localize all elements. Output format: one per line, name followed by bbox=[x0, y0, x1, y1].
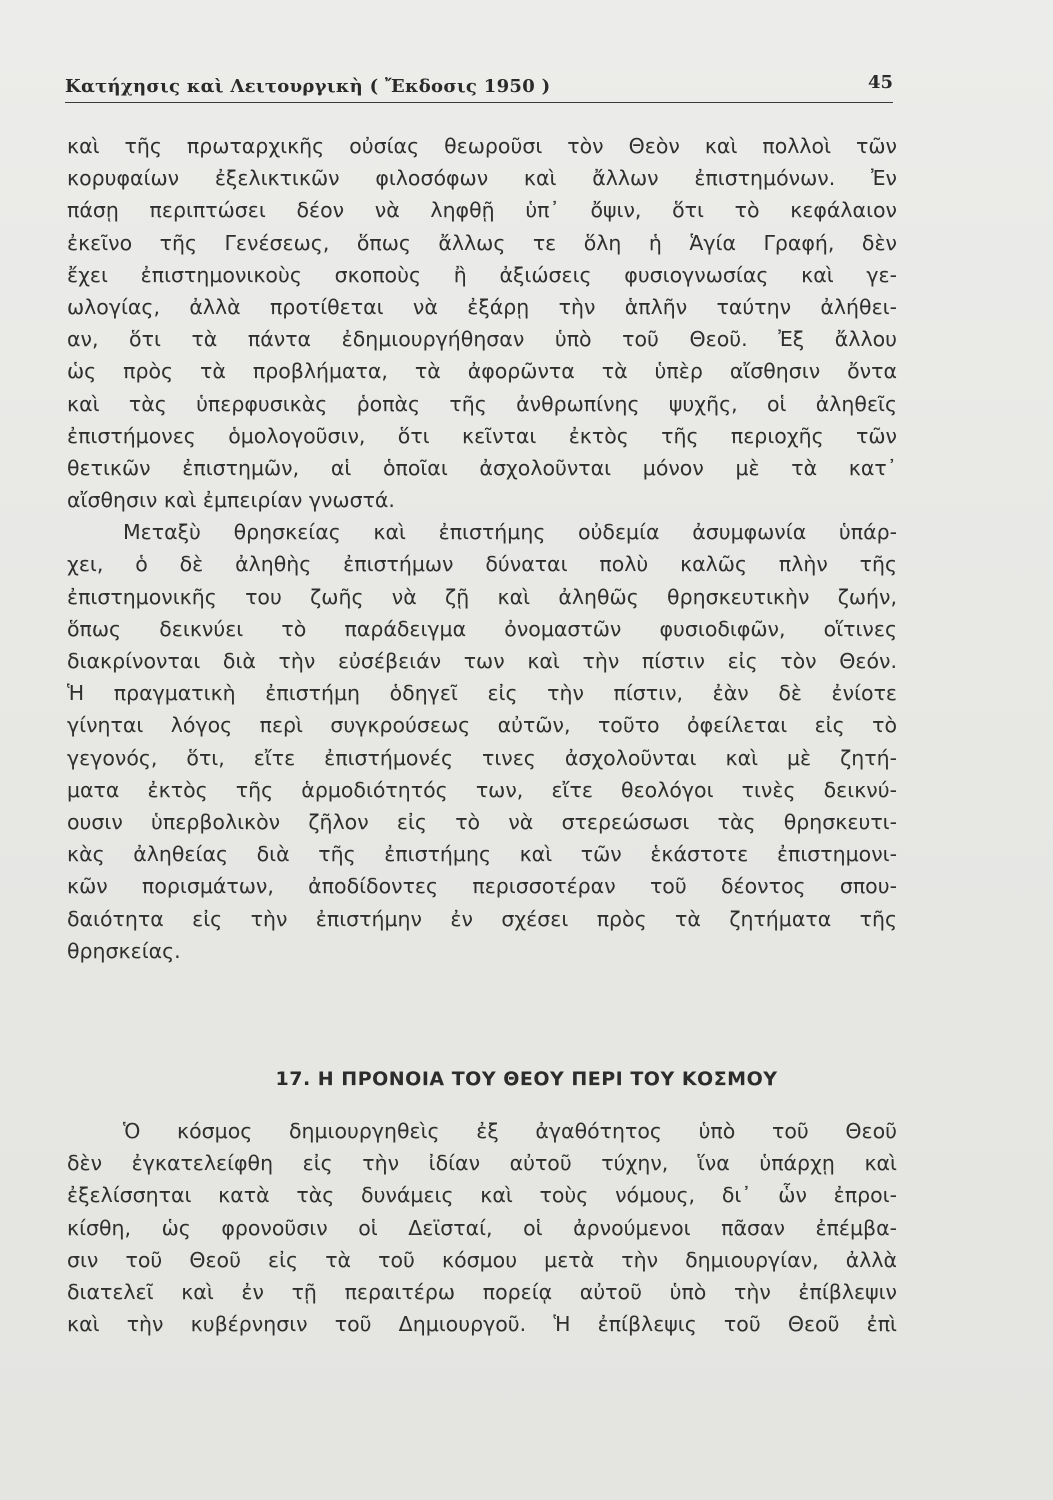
paragraph-first-line: Ὁ κόσμος δημιουργηθεὶς ἐξ ἀγαθότητος ὑπὸ τοῦ Θεοῦ bbox=[123, 1119, 897, 1143]
text-line: σιν τοῦ Θεοῦ εἰς τὰ τοῦ κόσμου μετὰ τὴν δημιουργίαν, ἀλλὰ bbox=[67, 1247, 897, 1272]
text-line: καὶ τὴν κυβέρνησιν τοῦ Δημιουργοῦ. Ἡ ἐπίβλεψις τοῦ Θεοῦ ἐπὶ bbox=[67, 1312, 897, 1337]
text-line: κῶν πορισμάτων, ἀποδίδοντες περισσοτέραν τοῦ δέοντος σπου- bbox=[67, 874, 897, 899]
text-line: αἴσθησιν καὶ ἐμπειρίαν γνωστά. bbox=[67, 488, 395, 513]
text-line: διακρίνονται διὰ τὴν εὐσέβειάν των καὶ τὴν πίστιν εἰς τὸν Θεόν. bbox=[67, 649, 897, 673]
text-line: καὶ τὰς ὑπερφυσικὰς ῥοπὰς τῆς ἀνθρωπίνης ψυχῆς, οἱ ἀληθεῖς bbox=[67, 391, 897, 416]
text-line: δὲν ἐγκατελείφθη εἰς τὴν ἰδίαν αὐτοῦ τύχην, ἵνα ὑπάρχῃ καὶ bbox=[67, 1151, 897, 1176]
text-line: διατελεῖ καὶ ἐν τῇ περαιτέρω πορείᾳ αὐτοῦ ὑπὸ τὴν ἐπίβλεψιν bbox=[67, 1279, 897, 1304]
text-line: ὅπως δεικνύει τὸ παράδειγμα ὀνομαστῶν φυσιοδιφῶν, οἵτινες bbox=[67, 616, 897, 641]
text-line: ἐπιστημονικῆς του ζωῆς νὰ ζῇ καὶ ἀληθῶς θρησκευτικὴν ζωήν, bbox=[67, 584, 897, 609]
text-line: πάσῃ περιπτώσει δέον νὰ ληφθῇ ὑπ᾽ ὄψιν, ὅτι τὸ κεφάλαιον bbox=[67, 198, 897, 223]
text-line: Ἡ πραγματικὴ ἐπιστήμη ὁδηγεῖ εἰς τὴν πίστιν, ἐὰν δὲ ἐνίοτε bbox=[67, 681, 897, 706]
text-line: ωλογίας, ἀλλὰ προτίθεται νὰ ἐξάρῃ τὴν ἁπλῆν ταύτην ἀλήθει- bbox=[67, 294, 897, 319]
text-line: ἐξελίσσηται κατὰ τὰς δυνάμεις καὶ τοὺς νόμους, δι᾽ ὧν ἐπροι- bbox=[67, 1183, 897, 1208]
text-line: χει, ὁ δὲ ἀληθὴς ἐπιστήμων δύναται πολὺ καλῶς πλὴν τῆς bbox=[67, 552, 897, 577]
body-text-section-b bbox=[67, 1115, 897, 1340]
text-line: ἐπιστήμονες ὁμολογοῦσιν, ὅτι κεῖνται ἐκτὸς τῆς περιοχῆς τῶν bbox=[67, 423, 897, 448]
text-line: κὰς ἀληθείας διὰ τῆς ἐπιστήμης καὶ τῶν ἑκάστοτε ἐπιστημονι- bbox=[67, 842, 897, 867]
text-line: γίνηται λόγος περὶ συγκρούσεως αὐτῶν, τοῦτο ὀφείλεται εἰς τὸ bbox=[67, 713, 897, 738]
paragraph-first-line: Μεταξὺ θρησκείας καὶ ἐπιστήμης οὐδεμία ἀσυμφωνία ὑπάρ- bbox=[123, 520, 897, 545]
text-line: ἐκεῖνο τῆς Γενέσεως, ὅπως ἄλλως τε ὅλη ἡ Ἁγία Γραφή, δὲν bbox=[67, 230, 897, 255]
section-heading: 17. Η ΠΡΟΝΟΙΑ ΤΟΥ ΘΕΟΥ ΠΕΡΙ ΤΟΥ ΚΟΣΜΟΥ bbox=[275, 1068, 778, 1090]
text-line: καὶ τῆς πρωταρχικῆς οὐσίας θεωροῦσι τὸν Θεὸν καὶ πολλοὶ τῶν bbox=[67, 134, 897, 158]
text-line: αν, ὅτι τὰ πάντα ἐδημιουργήθησαν ὑπὸ τοῦ Θεοῦ. Ἐξ ἄλλου bbox=[67, 327, 897, 352]
text-line: κίσθη, ὡς φρονοῦσιν οἱ Δεϊσταί, οἱ ἀρνούμενοι πᾶσαν ἐπέμβα- bbox=[67, 1215, 897, 1240]
text-line: ἔχει ἐπιστημονικοὺς σκοποὺς ἢ ἀξιώσεις φυσιογνωσίας καὶ γε- bbox=[67, 262, 897, 287]
text-line: δαιότητα εἰς τὴν ἐπιστήμην ἐν σχέσει πρὸς τὰ ζητήματα τῆς bbox=[67, 906, 897, 931]
text-line: ματα ἐκτὸς τῆς ἁρμοδιότητός των, εἴτε θεολόγοι τινὲς δεικνύ- bbox=[67, 777, 897, 802]
text-line: γεγονός, ὅτι, εἴτε ἐπιστήμονές τινες ἀσχολοῦνται καὶ μὲ ζητή- bbox=[67, 745, 897, 770]
body-text-section-a bbox=[67, 130, 897, 967]
text-line: θρησκείας. bbox=[67, 938, 181, 963]
text-line: ὡς πρὸς τὰ προβλήματα, τὰ ἀφορῶντα τὰ ὑπὲρ αἴσθησιν ὄντα bbox=[67, 359, 897, 384]
page-number: 45 bbox=[867, 72, 893, 93]
text-line: κορυφαίων ἐξελικτικῶν φιλοσόφων καὶ ἄλλων ἐπιστημόνων. Ἐν bbox=[67, 166, 897, 191]
running-title: Κατήχησις καὶ Λειτουργικὴ ( Ἔκδοσις 1950 ) bbox=[65, 76, 551, 97]
text-line: ουσιν ὑπερβολικὸν ζῆλον εἰς τὸ νὰ στερεώσωσι τὰς θρησκευτι- bbox=[67, 809, 897, 834]
text-line: θετικῶν ἐπιστημῶν, αἱ ὁποῖαι ἀσχολοῦνται μόνον μὲ τὰ κατ᾽ bbox=[67, 455, 897, 480]
running-header bbox=[65, 72, 893, 103]
